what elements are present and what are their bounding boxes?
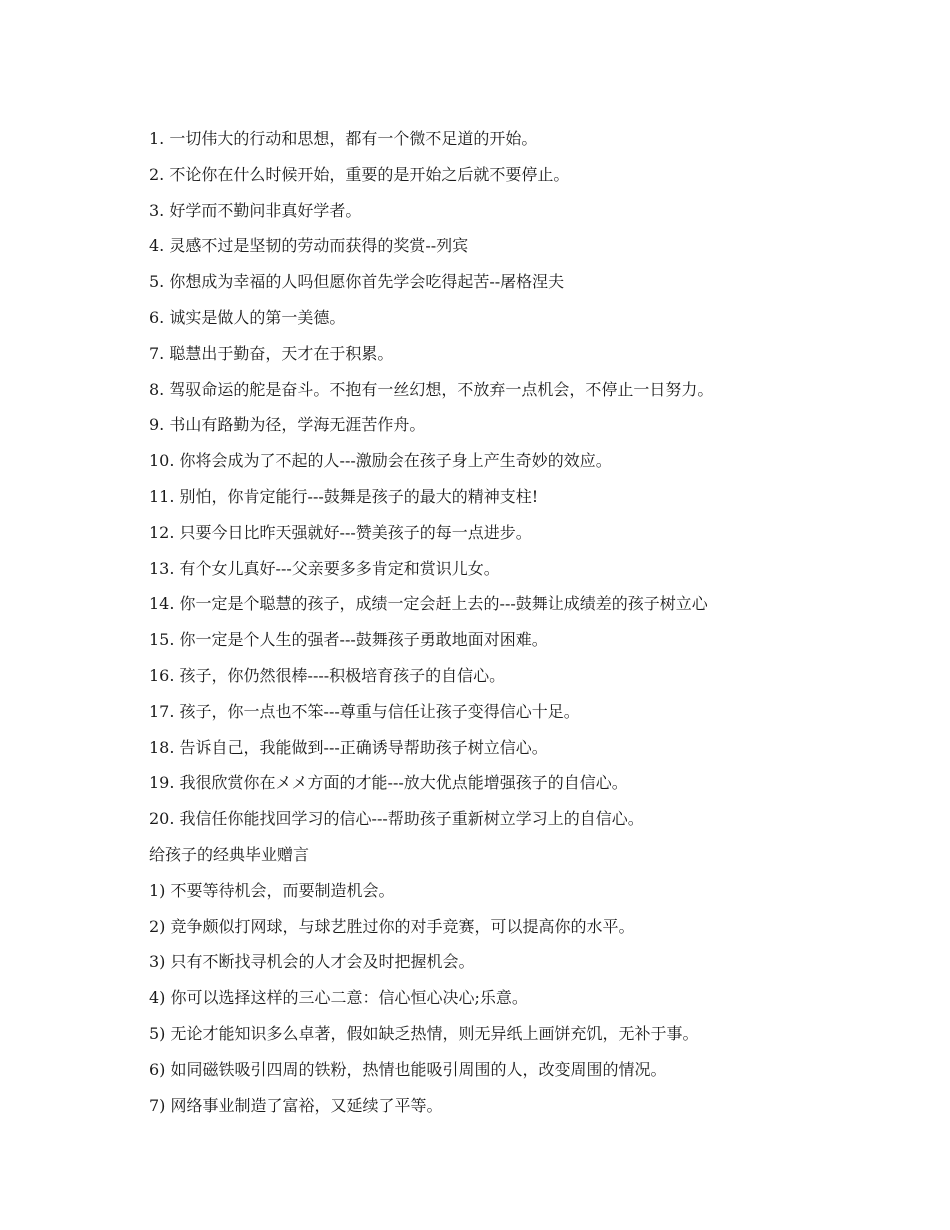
list-item: 9. 书山有路勤为径，学海无涯苦作舟。 [149,415,426,435]
list-item: 20. 我信任你能找回学习的信心---帮助孩子重新树立学习上的自信心。 [149,809,644,829]
document-page [149,121,849,1123]
list-item: 6. 诚实是做人的第一美德。 [149,307,346,327]
list-item: 1) 不要等待机会，而要制造机会。 [149,880,395,900]
list-item: 12. 只要今日比昨天强就好---赞美孩子的每一点进步。 [149,522,532,542]
list-item: 19. 我很欣赏你在メメ方面的才能---放大优点能增强孩子的自信心。 [149,773,628,793]
list-item: 4) 你可以选择这样的三心二意：信心恒心决心;乐意。 [149,988,528,1008]
list-item: 2) 竞争颇似打网球，与球艺胜过你的对手竞赛，可以提高你的水平。 [149,916,635,936]
list-item: 11. 别怕，你肯定能行---鼓舞是孩子的最大的精神支柱! [149,486,539,506]
list-item: 18. 告诉自己，我能做到---正确诱导帮助孩子树立信心。 [149,737,548,757]
list-item: 14. 你一定是个聪慧的孩子，成绩一定会赶上去的---鼓舞让成绩差的孩子树立心 [149,594,708,614]
list-item: 8. 驾驭命运的舵是奋斗。不抱有一丝幻想，不放弃一点机会，不停止一日努力。 [149,379,714,399]
list-item: 3. 好学而不勤问非真好学者。 [149,200,362,220]
list-item: 3) 只有不断找寻机会的人才会及时把握机会。 [149,952,475,972]
list-item: 7. 聪慧出于勤奋，天才在于积累。 [149,343,394,363]
list-item: 13. 有个女儿真好---父亲要多多肯定和赏识儿女。 [149,558,500,578]
list-item: 6) 如同磁铁吸引四周的铁粉，热情也能吸引周围的人，改变周围的情况。 [149,1059,667,1079]
list-item: 15. 你一定是个人生的强者---鼓舞孩子勇敢地面对困难。 [149,630,548,650]
list-item: 2. 不论你在什么时候开始，重要的是开始之后就不要停止。 [149,164,570,184]
numbered-quote-list [149,121,849,837]
list-item: 1. 一切伟大的行动和思想，都有一个微不足道的开始。 [149,129,538,148]
list-item: 10. 你将会成为了不起的人---激励会在孩子身上产生奇妙的效应。 [149,451,612,471]
graduation-message-list [149,873,849,1124]
list-item: 16. 孩子，你仍然很棒----积极培育孩子的自信心。 [149,665,506,685]
list-item: 5. 你想成为幸福的人吗但愿你首先学会吃得起苦--屠格涅夫 [149,272,565,292]
list-item: 4. 灵感不过是坚韧的劳动而获得的奖赏--列宾 [149,236,469,256]
list-item: 17. 孩子，你一点也不笨---尊重与信任让孩子变得信心十足。 [149,701,580,721]
section-heading: 给孩子的经典毕业赠言 [149,844,310,864]
list-item: 5) 无论才能知识多么卓著，假如缺乏热情，则无异纸上画饼充饥，无补于事。 [149,1023,699,1043]
list-item: 7) 网络事业制造了富裕，又延续了平等。 [149,1095,443,1115]
